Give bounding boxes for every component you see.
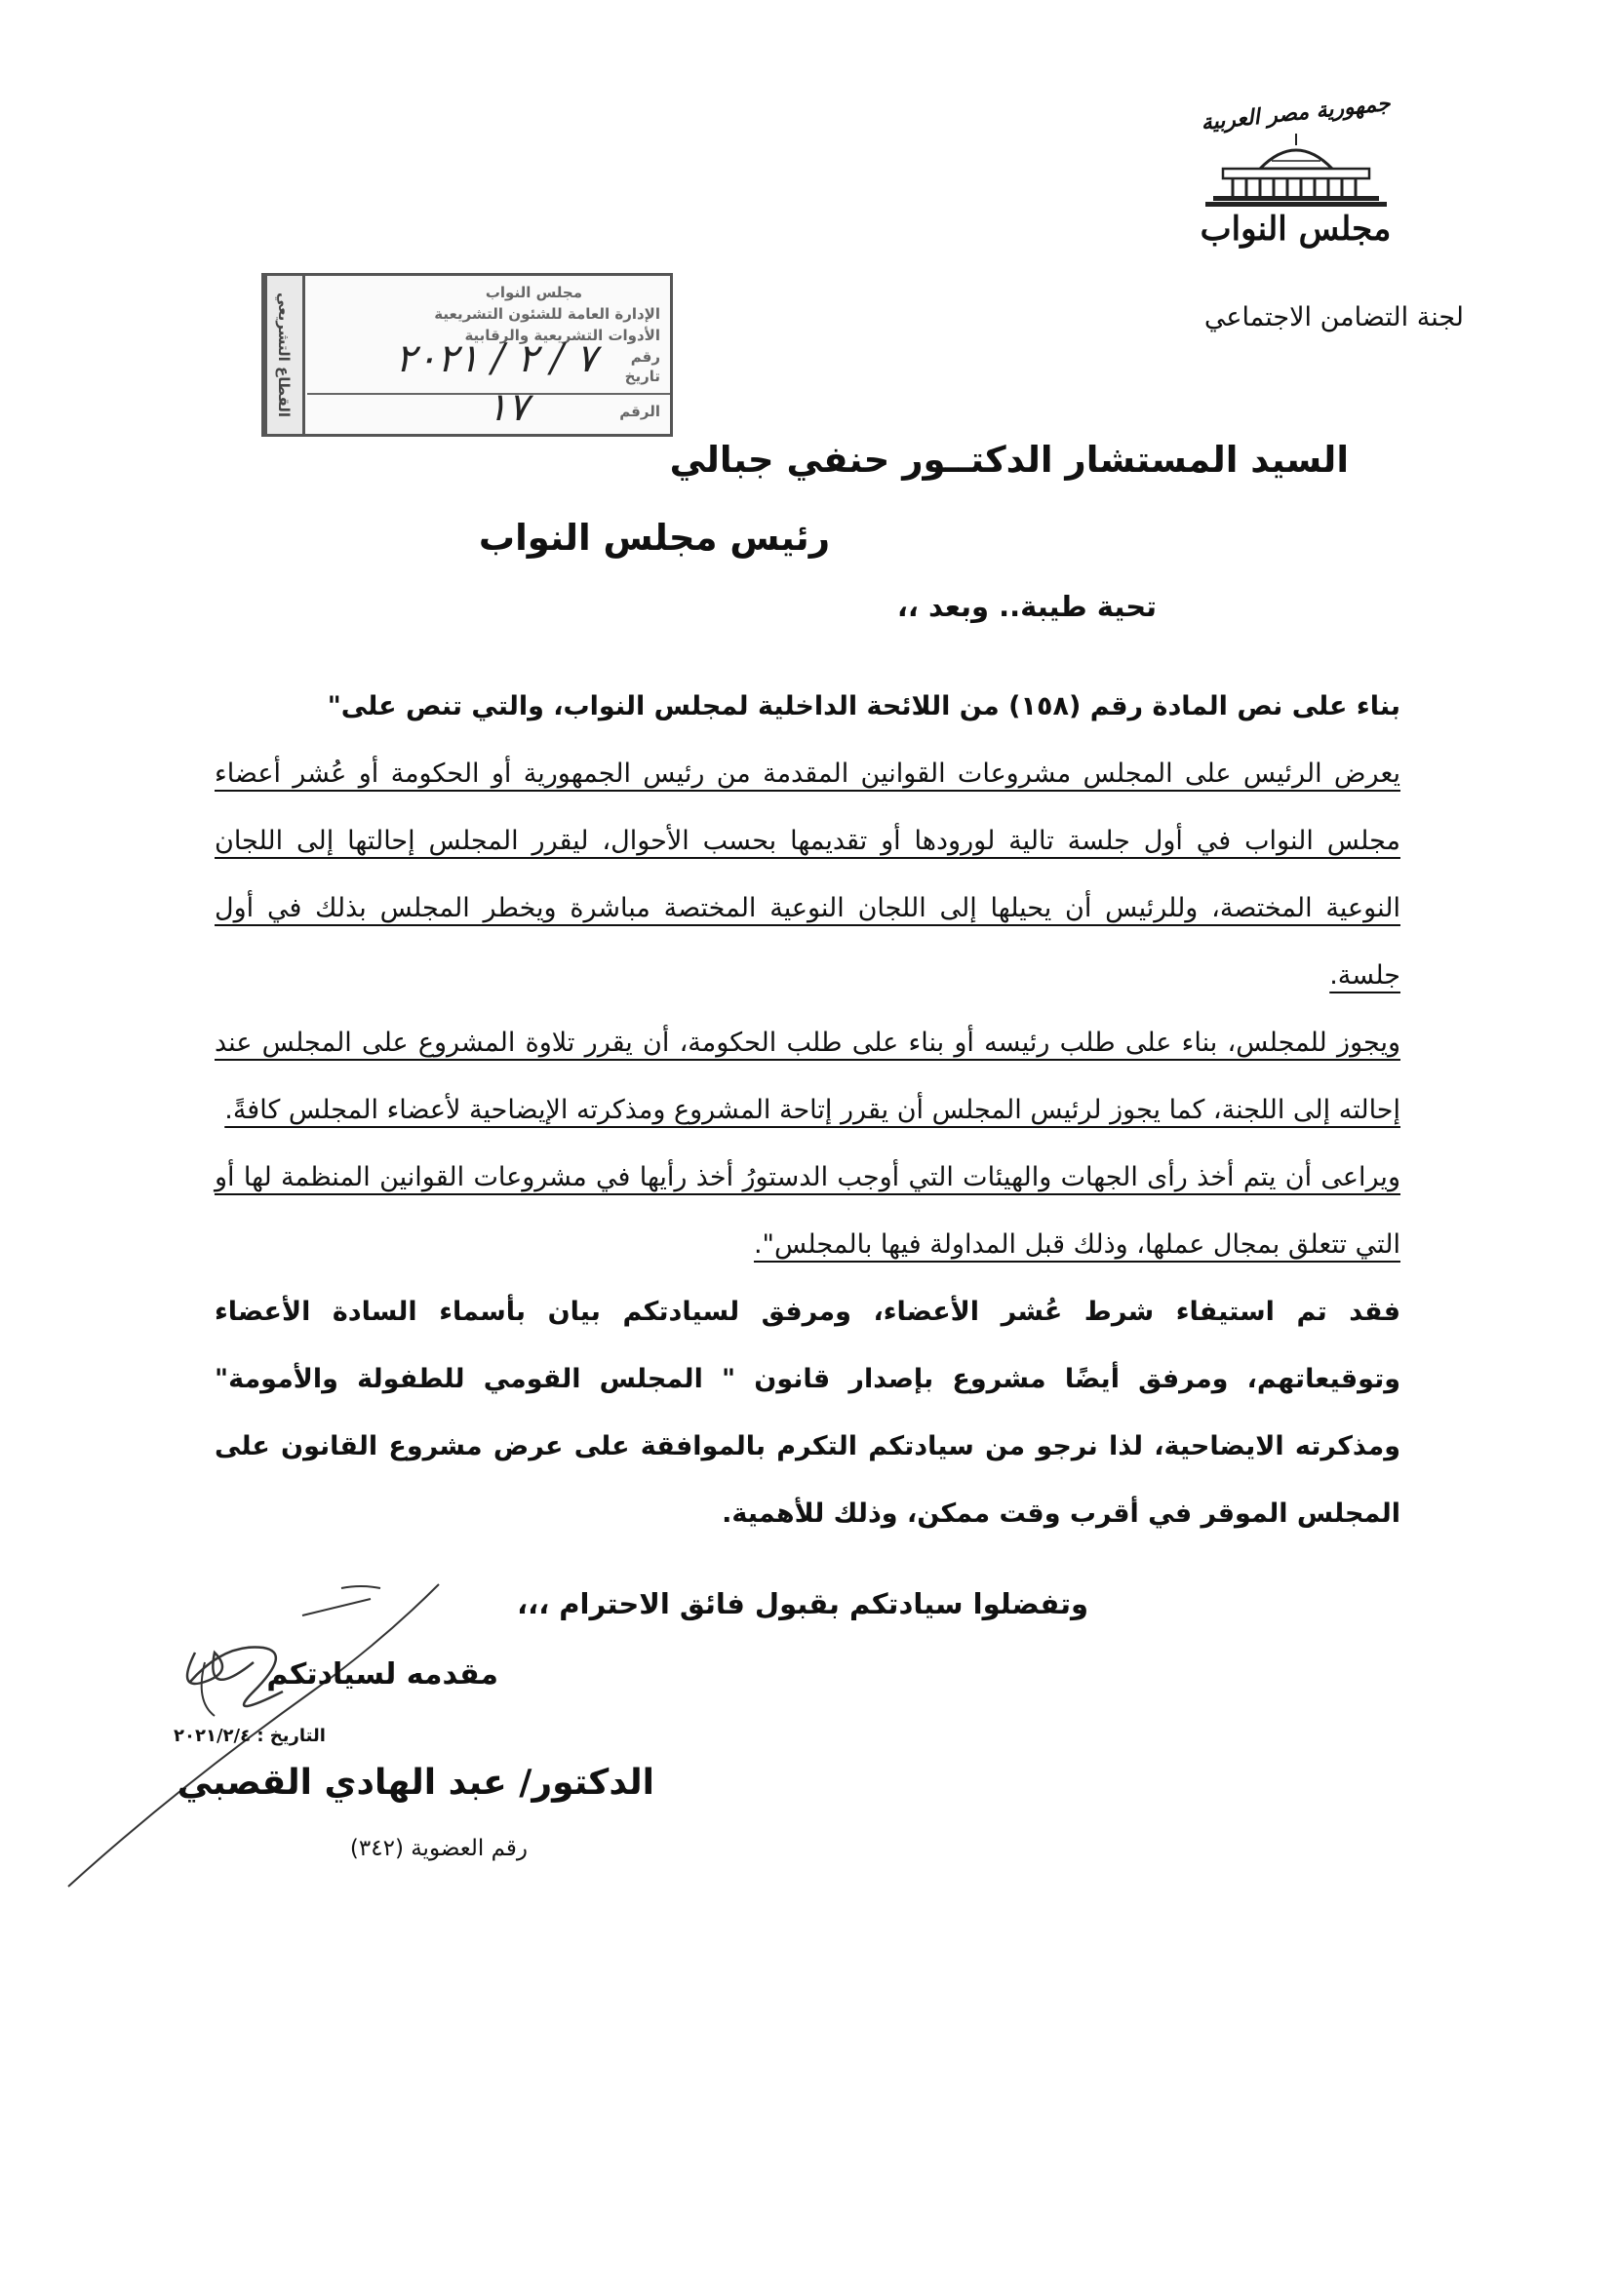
conclusion-start: فقد تم استيفاء شرط عُشر الأعضاء، ومرفق لسيادتكم بيان بأسماء السادة الأعضاء وتوقيعاتهم، ومرفق أيضًا bbox=[215, 1297, 1400, 1394]
membership-number: رقم العضوية (٣٤٢) bbox=[349, 1836, 528, 1861]
registration-stamp bbox=[261, 273, 673, 437]
intro-paragraph: بناء على نص المادة رقم (١٥٨) من اللائحة الداخلية لمجلس النواب، والتي تنص على" bbox=[327, 691, 1400, 721]
law-name: مشروع بإصدار قانون " المجلس القومي للطفولة والأمومة" ومذكرته الايضاحية bbox=[215, 1364, 1400, 1461]
house-name: مجلس النواب bbox=[1200, 210, 1392, 249]
stamp-side-label: القطاع التشريعي bbox=[264, 276, 305, 434]
addressee-name: السيد المستشار الدكتــور حنفي جبالي bbox=[669, 439, 1349, 481]
quoted-article bbox=[215, 740, 1400, 1278]
stamp-line: الإدارة العامة للشئون التشريعية bbox=[434, 305, 660, 323]
letterhead bbox=[1176, 90, 1415, 268]
parliament-dome-icon bbox=[1203, 132, 1389, 208]
closing-line: وتفضلوا سيادتكم بقبول فائق الاحترام ،،، bbox=[517, 1587, 1088, 1620]
stamp-line: الأدوات التشريعية والرقابية bbox=[464, 327, 660, 344]
letter-date: التاريخ : ٢٠٢١/٢/٤ bbox=[174, 1726, 326, 1746]
stamp-handwritten-date: ٧ / ٢ / ٢٠٢١ bbox=[395, 336, 597, 381]
conclusion-paragraph bbox=[215, 1278, 1400, 1547]
committee-name: لجنة التضامن الاجتماعي bbox=[1203, 302, 1464, 332]
addressee-title: رئيس مجلس النواب bbox=[478, 517, 830, 559]
republic-name: جمهورية مصر العربية bbox=[1200, 90, 1392, 136]
stamp-number-label: الرقم bbox=[619, 403, 660, 420]
signatory-name: الدكتور/ عبد الهادي القصبي bbox=[177, 1763, 654, 1803]
submitted-by: مقدمه لسيادتكم bbox=[266, 1657, 498, 1692]
quote-paragraph: ويجوز للمجلس، بناء على طلب رئيسه أو بناء على طلب الحكومة، أن يقرر تلاوة المشروع على المجلس عند إحالته إلى اللجنة، كما يجوز لرئيس المجلس أن يقرر إتاحة المشروع ومذكرته الإيضاحية لأعضاء المجلس كافةً. bbox=[215, 1028, 1400, 1125]
stamp-line: تاريخ bbox=[624, 368, 660, 385]
greeting: تحية طيبة.. وبعد ،، bbox=[896, 590, 1157, 623]
stamp-handwritten-number: ١٧ bbox=[487, 385, 529, 430]
stamp-line: مجلس النواب bbox=[485, 284, 582, 301]
letter-body bbox=[215, 673, 1400, 1547]
quote-paragraph: ويراعى أن يتم أخذ رأى الجهات والهيئات التي أوجب الدستورُ أخذ رأيها في مشروعات القوانين المنظمة لها أو التي تتعلق بمجال عملها، وذلك قبل المداولة فيها بالمجلس". bbox=[215, 1162, 1400, 1260]
conclusion-end: ، لذا نرجو من سيادتكم التكرم بالموافقة على عرض مشروع القانون على المجلس الموقر في أقرب وقت ممكن، وذلك للأهمية. bbox=[215, 1431, 1400, 1529]
quote-paragraph: يعرض الرئيس على المجلس مشروعات القوانين المقدمة من رئيس الجمهورية أو الحكومة أو عُشر أعضاء مجلس النواب في أول جلسة تالية لورودها أو تقديمها بحسب الأحوال، ليقرر المجلس إحالتها إلى اللجان النوعية المختصة، وللرئيس أن يحيلها إلى اللجان النوعية المختصة مباشرة ويخطر المجلس بذلك في أول جلسة. bbox=[215, 759, 1400, 991]
stamp-line: رقم bbox=[630, 348, 660, 366]
